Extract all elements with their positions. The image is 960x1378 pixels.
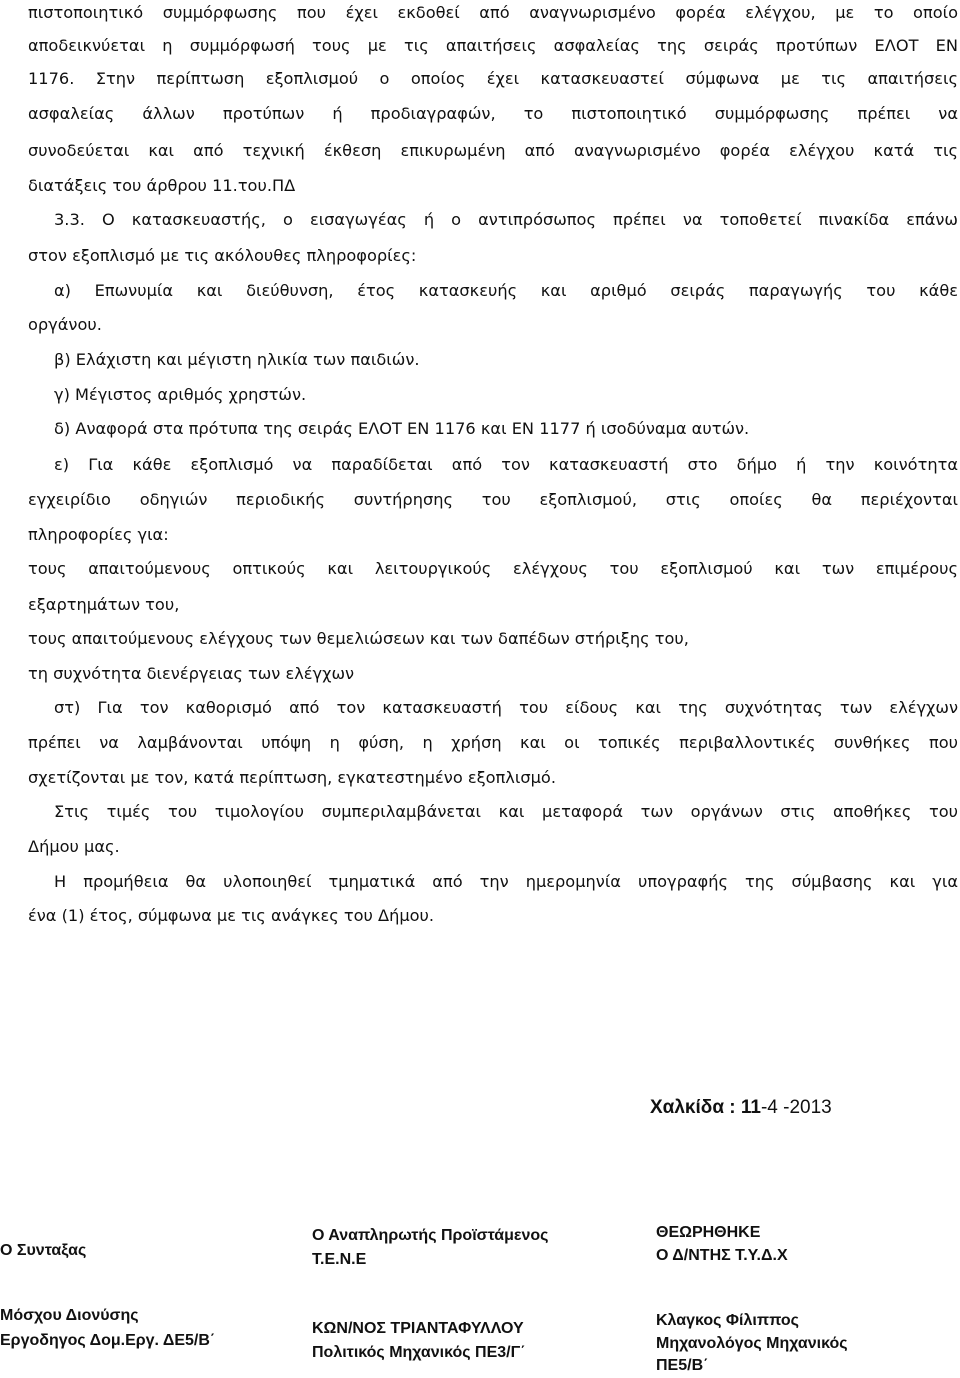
approver-name: Κλαγκος Φίλιππος: [656, 1312, 799, 1329]
duration-line-1: Η προμήθεια θα υλοποιηθεί τμηματικά από την ημερομηνία υπογραφής της σύμβασης και για: [54, 872, 958, 891]
item-a-line-2: οργάνου.: [28, 315, 102, 334]
date-place: Χαλκίδα: [650, 1097, 724, 1118]
date-day: 11: [740, 1097, 761, 1118]
date-separator: :: [724, 1097, 741, 1118]
approver-title-line-2: ΠΕ5/Β΄: [656, 1357, 709, 1374]
text-line-8: στον εξοπλισμό με τις ακόλουθες πληροφορίες:: [28, 246, 417, 265]
item-d: δ) Αναφορά στα πρότυπα της σειράς ΕΛΟΤ ΕΝ 1176 και ΕΝ 1177 ή ισοδύναμα αυτών.: [54, 419, 750, 438]
item-f-line-3: σχετίζονται με τον, κατά περίπτωση, εγκατεστημένο εξοπλισμό.: [28, 768, 556, 787]
item-e-line-7: τη συχνότητα διενέργειας των ελέγχων: [28, 664, 355, 683]
deputy-title: Πολιτικός Μηχανικός ΠΕ3/Γ΄: [312, 1344, 526, 1361]
item-e-line-3: πληροφορίες για:: [28, 525, 169, 544]
section-3-3-line-1: 3.3. Ο κατασκευαστής, ο εισαγωγέας ή ο αντιπρόσωπος πρέπει να τοποθετεί πινακίδα επάνω: [54, 210, 958, 229]
composer-role: Ο Συνταξας: [0, 1242, 87, 1259]
approver-role-line-1: ΘΕΩΡΗΘΗΚΕ: [656, 1224, 761, 1241]
text-line-1: πιστοποιητικό συμμόρφωσης που έχει εκδοθεί από αναγνωρισμένο φορέα ελέγχου, με το οποίο: [28, 3, 958, 22]
item-b: β) Ελάχιστη και μέγιστη ηλικία των παιδιών.: [54, 350, 420, 369]
approver-title-line-1: Μηχανολόγος Μηχανικός: [656, 1335, 848, 1352]
deputy-name: ΚΩΝ/ΝΟΣ ΤΡΙΑΝΤΑΦΥΛΛΟΥ: [312, 1320, 524, 1337]
item-e-line-1: ε) Για κάθε εξοπλισμό να παραδίδεται από τον κατασκευαστή στο δήμο ή την κοινότητα: [54, 455, 958, 474]
deputy-role-line-1: Ο Αναπληρωτής Προϊστάμενος: [312, 1227, 549, 1244]
item-e-line-2: εγχειρίδιο οδηγιών περιοδικής συντήρησης του εξοπλισμού, στις οποίες θα περιέχονται: [28, 490, 958, 509]
item-c: γ) Μέγιστος αριθμός χρηστών.: [54, 385, 307, 404]
deputy-role-line-2: Τ.Ε.Ν.Ε: [312, 1251, 367, 1268]
item-e-line-4: τους απαιτούμενους οπτικούς και λειτουργικούς ελέγχους του εξοπλισμού και των επιμέρους: [28, 559, 958, 578]
pricing-line-2: Δήμου μας.: [28, 837, 120, 856]
item-e-line-6: τους απαιτούμενους ελέγχους των θεμελιώσεων και των δαπέδων στήριξης του,: [28, 629, 689, 648]
pricing-line-1: Στις τιμές του τιμολογίου συμπεριλαμβάνεται και μεταφορά των οργάνων στις αποθήκες του: [54, 802, 958, 821]
text-line-6: διατάξεις του άρθρου 11.του.ΠΔ: [28, 176, 296, 195]
item-f-line-1: στ) Για τον καθορισμό από τον κατασκευαστή του είδους και της συχνότητας των ελέγχων: [54, 698, 958, 717]
date-rest: -4 -2013: [760, 1097, 832, 1118]
duration-line-2: ένα (1) έτος, σύμφωνα με τις ανάγκες του Δήμου.: [28, 906, 435, 925]
approver-role-line-2: Ο Δ/ΝΤΗΣ Τ.Υ.Δ.Χ: [656, 1247, 788, 1264]
composer-title: Εργοδηγος Δομ.Εργ. ΔΕ5/Β΄: [0, 1332, 216, 1349]
item-e-line-5: εξαρτημάτων του,: [28, 595, 180, 614]
item-a-line-1: α) Επωνυμία και διεύθυνση, έτος κατασκευής και αριθμό σειράς παραγωγής του κάθε: [54, 281, 958, 300]
text-line-4: ασφαλείας άλλων προτύπων ή προδιαγραφών, το πιστοποιητικό συμμόρφωσης πρέπει να: [28, 104, 958, 123]
text-line-2: αποδεικνύεται η συμμόρφωσή τους με τις απαιτήσεις ασφαλείας της σειράς προτύπων ΕΛΟΤ ΕΝ: [28, 36, 958, 55]
text-line-5: συνοδεύεται και από τεχνική έκθεση επικυρωμένη από αναγνωρισμένο φορέα ελέγχου κατά τις: [28, 141, 958, 160]
date-line: [650, 1097, 832, 1119]
text-line-3: 1176. Στην περίπτωση εξοπλισμού ο οποίος έχει κατασκευαστεί σύμφωνα με τις απαιτήσεις: [28, 69, 958, 88]
item-f-line-2: πρέπει να λαμβάνονται υπόψη η φύση, η χρήση και οι τοπικές περιβαλλοντικές συνθήκες που: [28, 733, 958, 752]
composer-name: Μόσχου Διονύσης: [0, 1307, 139, 1324]
